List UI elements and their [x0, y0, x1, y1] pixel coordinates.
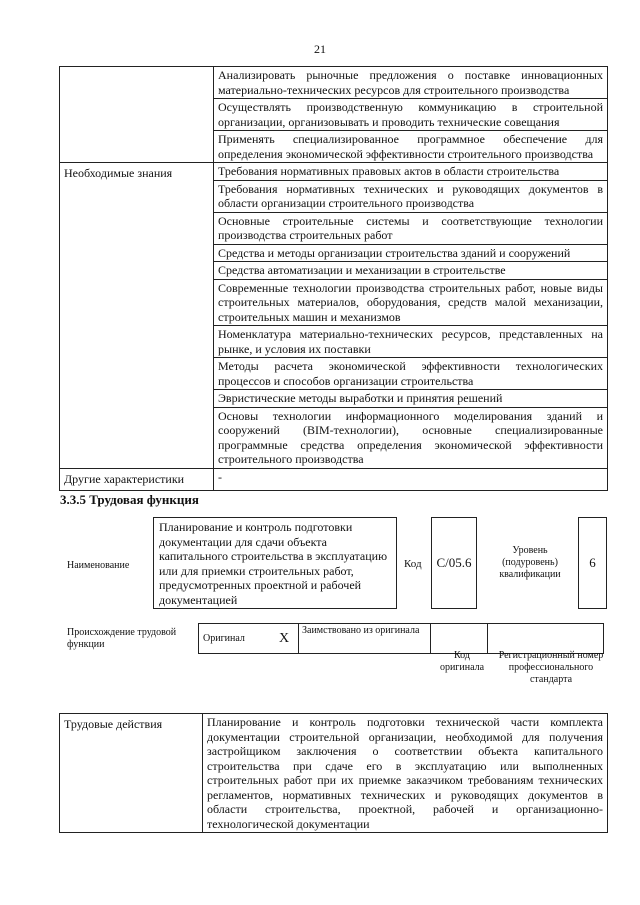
knowledge-row — [60, 163, 608, 181]
knowledge-table — [59, 66, 608, 491]
qualification-level-box: 6 — [578, 517, 607, 609]
labor-actions-value: Планирование и контроль подготовки технической части комплекта документации строительной организации, необходимой для получения застройщиком заключения о соответствии объекта капитального строительства при сдаче его в эксплуатацию или выполненных строительных работ при их приемке заказчиком требованиям технических регламентов, нормативных технических и руководящих документов в области строительства, проектной, рабочей и организационно-технологической документации — [203, 714, 608, 833]
row-value: Методы расчета экономической эффективности технологических процессов и способов организации строительства — [214, 358, 608, 390]
code-original-label: Код оригинала — [439, 650, 485, 673]
row-value: Осуществлять производственную коммуникацию в строительной организации, организовывать и проводить технические совещания — [214, 99, 608, 131]
borrowed-label: Заимствовано из оригинала — [299, 624, 431, 654]
code-original-cell — [431, 624, 488, 654]
row-value: Основы технологии информационного моделирования зданий и сооружений (BIM-технологии), основные специализированные программные средства определения экономической эффективности строительного производства — [214, 407, 608, 468]
function-code-box: C/05.6 — [431, 517, 477, 609]
skill-row — [60, 67, 608, 99]
name-label: Наименование — [67, 560, 130, 571]
row-value: Номенклатура материально-технических ресурсов, представленных на рынке, и условия их поставки — [214, 326, 608, 358]
reg-number-label: Регистрационный номер профессионального стандарта — [498, 650, 604, 685]
code-label: Код — [404, 558, 422, 570]
row-value: Требования нормативных технических и руководящих документов в области организации строительного производства — [214, 180, 608, 212]
reg-number-cell — [488, 624, 604, 654]
row-value: Средства и методы организации строительства зданий и сооружений — [214, 244, 608, 262]
section-title: 3.3.5 Трудовая функция — [60, 492, 199, 507]
other-characteristics-row — [60, 468, 608, 490]
row-label: Другие характеристики — [60, 468, 214, 490]
origin-label: Происхождение трудовой функции — [67, 627, 177, 650]
function-name-box: Планирование и контроль подготовки документации для сдачи объекта капитального строительства в эксплуатацию или для приемки строительных работ, предусмотренных проектной и рабочей документацией — [153, 517, 397, 609]
qualification-level-label: Уровень (подуровень) квалификации — [499, 545, 561, 580]
labor-actions-label: Трудовые действия — [60, 714, 203, 833]
row-value: Средства автоматизации и механизации в строительстве — [214, 262, 608, 280]
original-label: Оригинал — [199, 624, 271, 654]
row-value: Анализировать рыночные предложения о поставке инновационных материально-технических ресурсов для строительного производства — [214, 67, 608, 99]
row-label: Необходимые знания — [60, 163, 214, 469]
row-value: Требования нормативных правовых актов в области строительства — [214, 163, 608, 181]
row-value: - — [214, 468, 608, 490]
row-value: Эвристические методы выработки и принятия решений — [214, 390, 608, 408]
row-label-empty — [60, 67, 214, 163]
row-value: Основные строительные системы и соответствующие технологии производства строительных работ — [214, 212, 608, 244]
page-number: 21 — [314, 42, 326, 56]
original-mark: X — [270, 624, 299, 654]
row-value: Современные технологии производства строительных работ, новые виды строительных материалов, оборудования, средств малой механизации, строительных машин и механизмов — [214, 279, 608, 326]
row-value: Применять специализированное программное обеспечение для определения экономической эффективности строительного производства — [214, 131, 608, 163]
labor-actions-table — [59, 713, 608, 833]
